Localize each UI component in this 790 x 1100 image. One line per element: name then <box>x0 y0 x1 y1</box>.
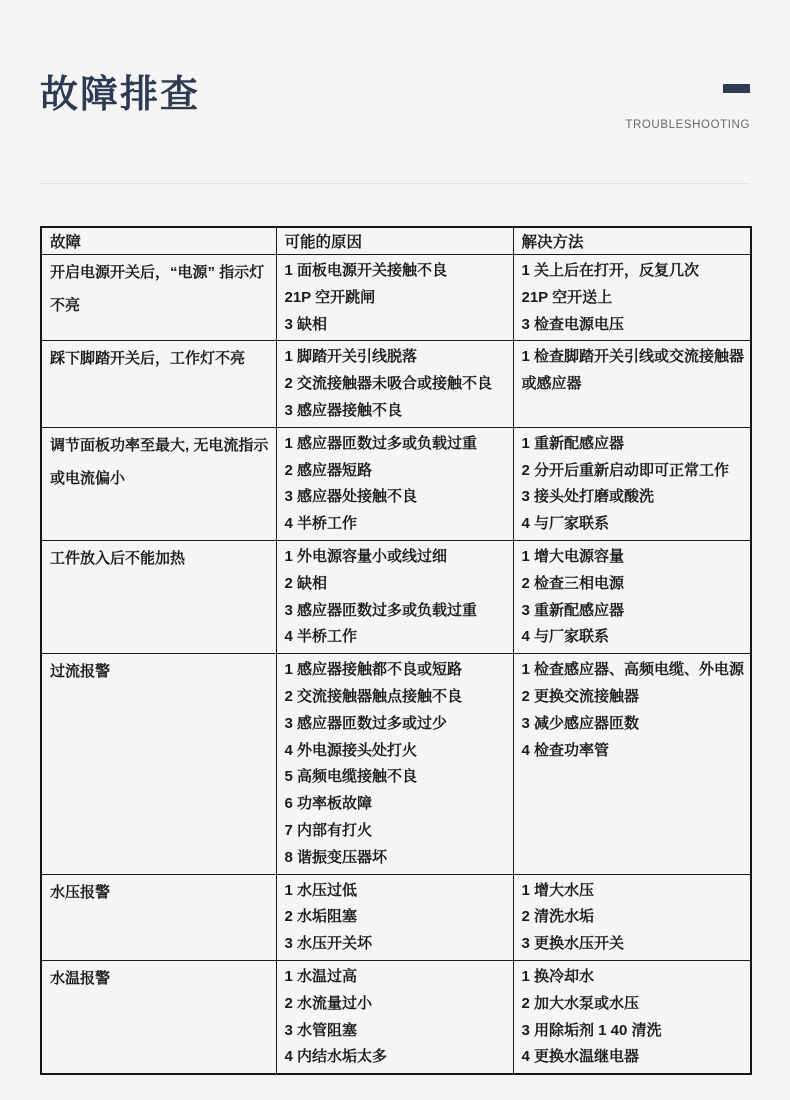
solution-item: 4 与厂家联系 <box>521 628 610 646</box>
table-row <box>41 654 751 874</box>
page-subtitle: TROUBLESHOOTING <box>625 119 750 131</box>
solutions-cell <box>513 255 751 341</box>
cause-item: 1 面板电源开关接触不良 <box>284 262 448 279</box>
cause-item: 4 内结水垢太多 <box>284 1048 388 1066</box>
table-head <box>41 227 751 255</box>
cause-item: 1 水压过低 <box>284 881 358 899</box>
fault-cell: 水温报警 <box>41 960 276 1074</box>
cause-item: 4 半桥工作 <box>284 628 358 646</box>
solution-item: 2 更换交流接触器 <box>521 687 640 705</box>
cause-item: 3 感应器接触不良 <box>284 401 403 419</box>
causes-cell <box>276 341 513 427</box>
causes-cell <box>276 540 513 653</box>
solutions-cell <box>513 341 751 427</box>
cause-item: 2 交流接触器未吸合或接触不良 <box>284 375 493 393</box>
solution-item: 1 增大电源容量 <box>521 547 625 565</box>
causes-cell <box>276 960 513 1074</box>
cause-item: 3 感应器处接触不良 <box>284 488 418 506</box>
fault-cell: 工件放入后不能加热 <box>41 540 276 653</box>
cause-item: 2 感应器短路 <box>284 461 373 479</box>
cause-item: 3 水管阻塞 <box>284 1021 358 1039</box>
cause-item: 6 功率板故障 <box>284 795 373 813</box>
solution-item: 3 更换水压开关 <box>521 935 625 953</box>
solution-item: 3 用除垢剂 1 40 清洗 <box>521 1021 662 1039</box>
fault-cell: 开启电源开关后，“电源” 指示灯不亮 <box>41 255 276 341</box>
solution-item: 21P 空开送上 <box>521 288 613 306</box>
solution-item: 4 更换水温继电器 <box>521 1048 640 1066</box>
col-header-fault: 故障 <box>41 227 276 255</box>
solution-item: 3 接头处打磨或酸洗 <box>521 488 655 506</box>
table-row <box>41 341 751 427</box>
table-body <box>41 255 751 1075</box>
solution-item: 3 减少感应器匝数 <box>521 714 640 732</box>
table-row <box>41 540 751 653</box>
cause-item: 2 缺相 <box>284 574 328 592</box>
dash-icon <box>723 84 750 93</box>
solution-item: 1 增大水压 <box>521 881 595 899</box>
fault-cell: 过流报警 <box>41 654 276 874</box>
divider <box>40 183 750 184</box>
fault-cell: 调节面板功率至最大, 无电流指示或电流偏小 <box>41 427 276 540</box>
cause-item: 1 水温过高 <box>284 967 358 985</box>
cause-item: 4 半桥工作 <box>284 515 358 533</box>
solution-item: 2 分开后重新启动即可正常工作 <box>521 461 730 479</box>
page-header <box>40 0 750 183</box>
cause-item: 2 水垢阻塞 <box>284 908 358 926</box>
table-row <box>41 960 751 1074</box>
causes-cell <box>276 427 513 540</box>
cause-item: 7 内部有打火 <box>284 821 373 839</box>
cause-item: 3 感应器匝数过多或过少 <box>284 714 448 732</box>
cause-item: 8 谐振变压器坏 <box>284 848 388 866</box>
causes-cell <box>276 255 513 341</box>
cause-item: 1 外电源容量小或线过细 <box>284 547 448 565</box>
solution-item: 1 检查感应器、高频电缆、外电源 <box>521 661 745 679</box>
table-row <box>41 874 751 960</box>
solutions-cell <box>513 427 751 540</box>
cause-item: 2 水流量过小 <box>284 994 373 1012</box>
cause-item: 21P 空开跳闸 <box>284 288 376 306</box>
solution-item: 2 清洗水垢 <box>521 908 595 926</box>
header-right <box>625 80 750 131</box>
table-row <box>41 255 751 341</box>
solution-item: 4 与厂家联系 <box>521 515 610 533</box>
solutions-cell <box>513 654 751 874</box>
causes-cell <box>276 874 513 960</box>
solution-item: 1 关上后在打开，反复几次 <box>521 262 700 279</box>
cause-item: 3 感应器匝数过多或负载过重 <box>284 601 478 619</box>
causes-cell <box>276 654 513 874</box>
table-row <box>41 427 751 540</box>
col-header-solutions: 解决方法 <box>513 227 751 255</box>
troubleshooting-table <box>40 226 752 1075</box>
cause-item: 1 脚踏开关引线脱落 <box>284 348 418 366</box>
cause-item: 4 外电源接头处打火 <box>284 741 418 759</box>
solution-item: 2 检查三相电源 <box>521 574 625 592</box>
solution-item: 3 重新配感应器 <box>521 601 625 619</box>
solutions-cell <box>513 960 751 1074</box>
solution-item: 2 加大水泵或水压 <box>521 994 640 1012</box>
cause-item: 3 缺相 <box>284 315 328 333</box>
cause-item: 3 水压开关坏 <box>284 935 373 953</box>
cause-item: 1 感应器接触都不良或短路 <box>284 661 463 679</box>
cause-item: 5 高频电缆接触不良 <box>284 768 418 786</box>
solution-item: 1 重新配感应器 <box>521 434 625 452</box>
fault-cell: 水压报警 <box>41 874 276 960</box>
cause-item: 1 感应器匝数过多或负载过重 <box>284 434 478 452</box>
solution-item: 4 检查功率管 <box>521 741 610 759</box>
solution-item: 1 检查脚踏开关引线或交流接触器或感应器 <box>521 348 745 393</box>
col-header-causes: 可能的原因 <box>276 227 513 255</box>
solution-item: 1 换冷却水 <box>521 967 595 985</box>
solutions-cell <box>513 874 751 960</box>
page-title: 故障排查 <box>40 74 201 116</box>
header-row <box>41 227 751 255</box>
cause-item: 2 交流接触器触点接触不良 <box>284 687 463 705</box>
solution-item: 3 检查电源电压 <box>521 315 625 333</box>
solutions-cell <box>513 540 751 653</box>
fault-cell: 踩下脚踏开关后，工作灯不亮 <box>41 341 276 427</box>
